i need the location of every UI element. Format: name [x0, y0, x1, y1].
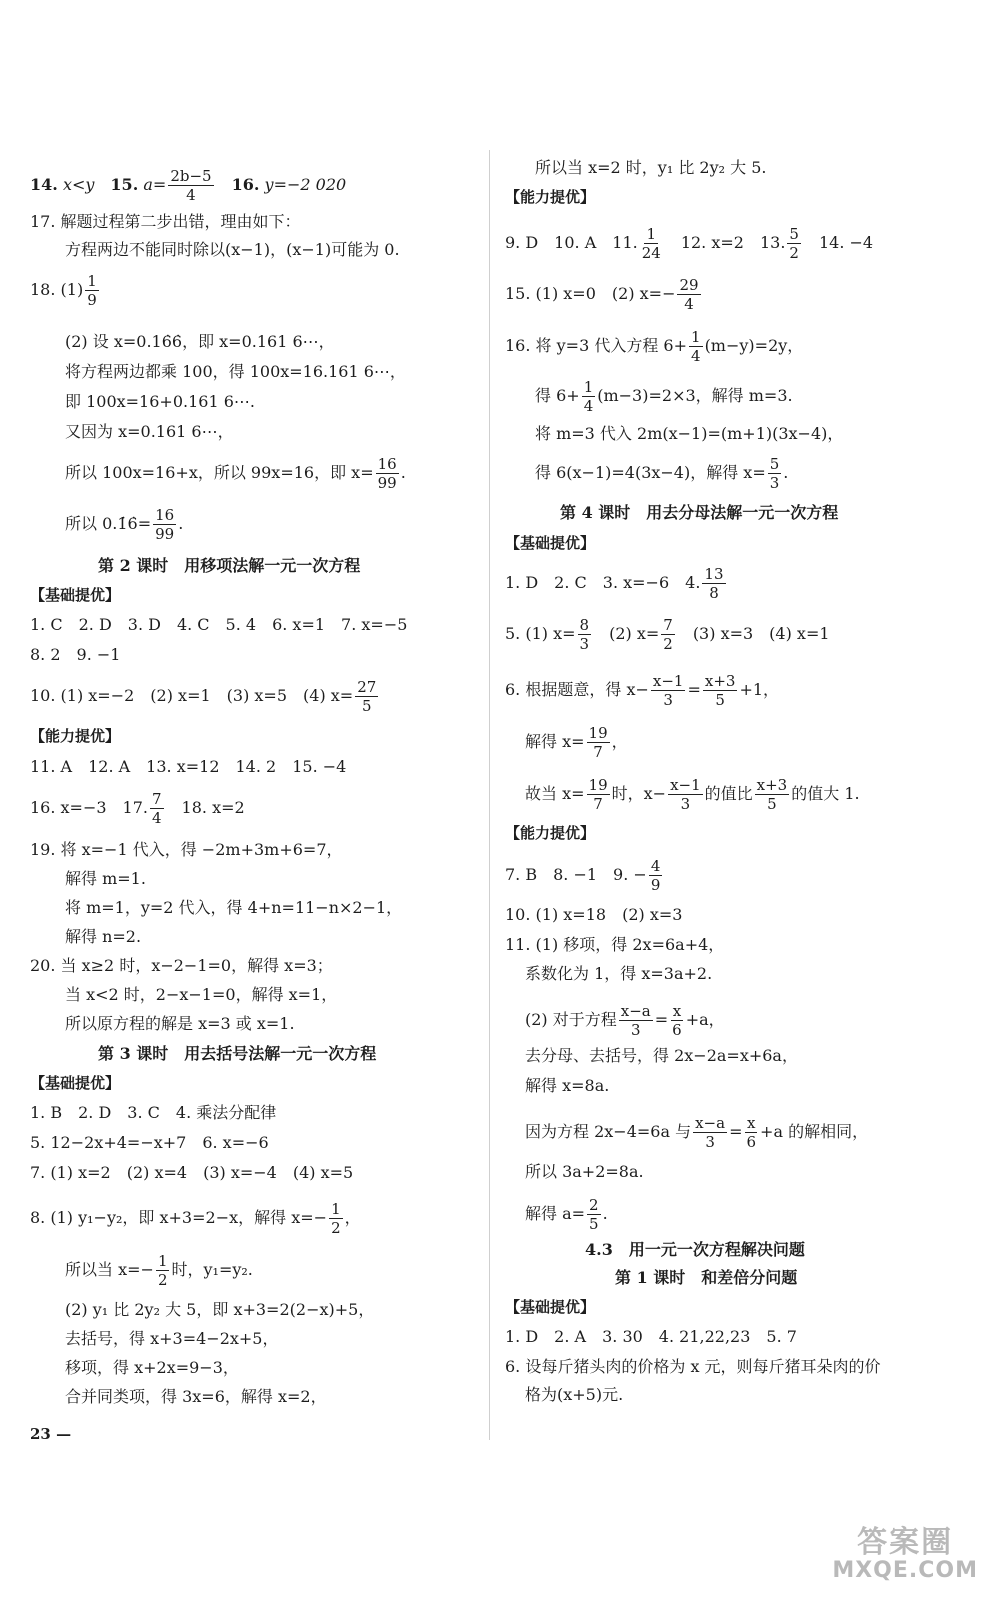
- right-column: [505, 0, 975, 1440]
- answer-line: 19. 将 x=−1 代入，得 −2m+3m+6=7，: [30, 840, 343, 859]
- answer-line: 11. (1) 移项，得 2x=6a+4，: [505, 935, 725, 954]
- answer-line: 将 m=3 代入 2m(x−1)=(m+1)(3x−4)，: [535, 424, 844, 443]
- section-heading: 4.3 用一元一次方程解决问题: [585, 1240, 805, 1259]
- answer-line: 系数化为 1，得 x=3a+2.: [525, 964, 713, 983]
- answer-line: 解得 x=8a.: [525, 1076, 610, 1095]
- answer-line: 因为方程 2x−4=6a 与 $\frac{x-a}{3}$ = $\frac{x}{6}$ +a 的解相同，: [525, 1114, 869, 1151]
- section-label: 【基础提优】: [30, 1074, 121, 1092]
- answer-line: 合并同类项，得 3x=6，解得 x=2，: [65, 1387, 327, 1406]
- answer-line: 14. x<y 15. a= $\frac{2b-5}{4}$ 16. y=−2 020: [30, 167, 347, 204]
- column-divider: [489, 150, 490, 1440]
- answer-line: 所以 100x=16+x，所以 99x=16，即 x= $\frac{16}{99}$ .: [65, 455, 406, 492]
- answer-line: 即 100x=16+0.161 6⋯.: [65, 392, 255, 411]
- answer-line: 故当 x= $\frac{19}{7}$ 时，x− $\frac{x-1}{3}$ 的值比 $\frac{x+3}{5}$ 的值大 1.: [525, 776, 860, 813]
- section-label: 【能力提优】: [30, 727, 121, 745]
- left-column: [30, 0, 485, 1440]
- answer-line: 所以当 x=− $\frac{1}{2}$ 时，y₁=y₂.: [65, 1252, 253, 1289]
- answer-line: 16. x=−3 17. $\frac{7}{4}$ 18. x=2: [30, 790, 245, 827]
- answer-line: 将方程两边都乘 100，得 100x=16.161 6⋯，: [65, 362, 406, 381]
- answer-line: 去括号，得 x+3=4−2x+5，: [65, 1329, 279, 1348]
- answer-line: 15. (1) x=0 (2) x=− $\frac{29}{4}$: [505, 276, 699, 313]
- answer-line: 5. (1) x= $\frac{8}{3}$ (2) x= $\frac{7}{2}$ (3) x=3 (4) x=1: [505, 616, 830, 653]
- answer-line: 5. 12−2x+4=−x+7 6. x=−6: [30, 1133, 269, 1152]
- answer-line: 去分母、去括号，得 2x−2a=x+6a，: [525, 1046, 798, 1065]
- answer-line: 7. B 8. −1 9. − $\frac{4}{9}$: [505, 857, 661, 894]
- answer-line: 1. B 2. D 3. C 4. 乘法分配律: [30, 1103, 277, 1122]
- section-label: 【能力提优】: [505, 188, 596, 206]
- lesson-heading: 第 3 课时 用去括号法解一元一次方程: [98, 1044, 377, 1063]
- answer-line: (2) y₁ 比 2y₂ 大 5，即 x+3=2(2−x)+5，: [65, 1300, 375, 1319]
- answer-line: 得 6+ $\frac{1}{4}$ (m−3)=2×3，解得 m=3.: [535, 378, 793, 415]
- answer-line: 6. 设每斤猪头肉的价格为 x 元，则每斤猪耳朵肉的价: [505, 1357, 881, 1376]
- answer-line: 10. (1) x=18 (2) x=3: [505, 905, 683, 924]
- answer-line: 16. 将 y=3 代入方程 6+ $\frac{1}{4}$ (m−y)=2y，: [505, 328, 804, 365]
- answer-line: 20. 当 x≥2 时，x−2−1=0，解得 x=3；: [30, 956, 333, 975]
- answer-line: 8. (1) y₁−y₂，即 x+3=2−x，解得 x=− $\frac{1}{2}$ ，: [30, 1200, 361, 1237]
- watermark-logo: 答案圈 MXQE.COM: [832, 1525, 978, 1583]
- answer-line: 所以 3a+2=8a.: [525, 1162, 644, 1181]
- answer-line: 所以当 x=2 时，y₁ 比 2y₂ 大 5.: [535, 158, 767, 177]
- answer-line: 17. 解题过程第二步出错，理由如下：: [30, 212, 301, 231]
- answer-line: 方程两边不能同时除以(x−1)，(x−1)可能为 0.: [65, 240, 400, 259]
- answer-line: 将 m=1，y=2 代入，得 4+n=11−n×2−1，: [65, 898, 403, 917]
- answer-line: 所以原方程的解是 x=3 或 x=1.: [65, 1014, 295, 1033]
- answer-line: 解得 n=2.: [65, 927, 142, 946]
- section-label: 【能力提优】: [505, 824, 596, 842]
- answer-line: 当 x<2 时，2−x−1=0，解得 x=1，: [65, 985, 338, 1004]
- answer-line: 又因为 x=0.161 6⋯，: [65, 422, 234, 441]
- answer-line: 格为(x+5)元.: [525, 1385, 624, 1404]
- answer-line: 7. (1) x=2 (2) x=4 (3) x=−4 (4) x=5: [30, 1163, 354, 1182]
- fraction: $\frac{2b-5}{4}$: [170, 167, 212, 204]
- answer-line: 8. 2 9. −1: [30, 645, 121, 664]
- section-label: 【基础提优】: [505, 534, 596, 552]
- lesson-heading: 第 1 课时 和差倍分问题: [615, 1268, 798, 1287]
- answer-line: (2) 对于方程 $\frac{x-a}{3}$ = $\frac{x}{6}$ +a，: [525, 1002, 725, 1039]
- section-label: 【基础提优】: [30, 586, 121, 604]
- answer-line: 解得 a= $\frac{2}{5}$ .: [525, 1196, 608, 1233]
- answer-line: 18. (1) $\frac{1}{9}$: [30, 272, 97, 309]
- section-label: 【基础提优】: [505, 1298, 596, 1316]
- answer-line: 解得 m=1.: [65, 869, 146, 888]
- answer-line: 11. A 12. A 13. x=12 14. 2 15. −4: [30, 757, 347, 776]
- answer-line: 1. D 2. C 3. x=−6 4. $\frac{13}{8}$: [505, 565, 724, 602]
- answer-line: 1. D 2. A 3. 30 4. 21,22,23 5. 7: [505, 1327, 797, 1346]
- page-number: 23 —: [30, 1425, 72, 1443]
- answer-line: 9. D 10. A 11. $\frac{1}{24}$ 12. x=2 13. $\frac{5}{2}$ 14. −4: [505, 225, 874, 262]
- answer-line: 10. (1) x=−2 (2) x=1 (3) x=5 (4) x= $\frac{27}{5}$: [30, 678, 377, 715]
- answer-line: 得 6(x−1)=4(3x−4)，解得 x= $\frac{5}{3}$ .: [535, 455, 789, 492]
- lesson-heading: 第 2 课时 用移项法解一元一次方程: [98, 556, 361, 575]
- lesson-heading: 第 4 课时 用去分母法解一元一次方程: [560, 503, 839, 522]
- answer-line: 移项，得 x+2x=9−3，: [65, 1358, 239, 1377]
- answer-line: 解得 x= $\frac{19}{7}$ ，: [525, 724, 628, 761]
- answer-line: 1. C 2. D 3. D 4. C 5. 4 6. x=1 7. x=−5: [30, 615, 408, 634]
- answer-line: 6. 根据题意，得 x− $\frac{x-1}{3}$ = $\frac{x+3}{5}$ +1，: [505, 672, 780, 709]
- answer-line: 所以 0.1̇6̇= $\frac{16}{99}$ .: [65, 506, 184, 543]
- answer-line: (2) 设 x=0.16̇6̇，即 x=0.161 6⋯，: [65, 332, 335, 351]
